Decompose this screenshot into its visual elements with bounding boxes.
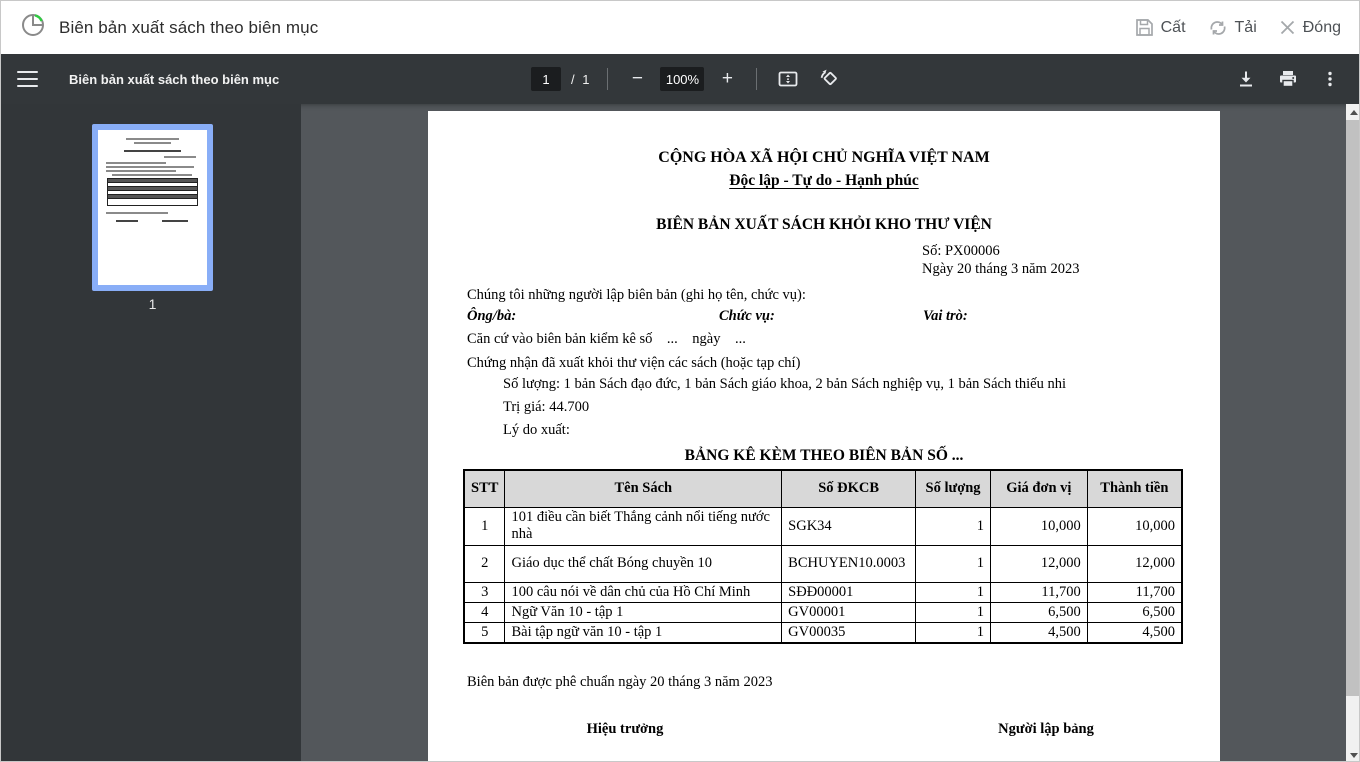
toolbar-divider [756,68,757,90]
window-titlebar [1,1,1359,54]
page-title: Biên bản xuất sách theo biên mục [59,17,319,37]
pdf-page [428,111,1220,762]
menu-icon[interactable] [17,69,38,89]
value-line: Trị giá: 44.700 [503,399,590,415]
print-icon [1278,69,1298,89]
label-role: Vai trò: [923,308,968,324]
scroll-up-button[interactable] [1346,104,1360,120]
label-position: Chức vụ: [719,308,775,324]
table-title: BẢNG KÊ KÈM THEO BIÊN BẢN SỐ ... [684,447,964,464]
table-row: 2 Giáo dục thể chất Bóng chuyền 10 BCHUYEN10.0003 1 12,000 12,000 [464,545,1182,582]
clock-icon [19,11,47,44]
table-row: 5 Bài tập ngữ văn 10 - tập 1 GV00035 1 4,500 4,500 [464,622,1182,643]
intro-line: Chúng tôi những người lập biên bản (ghi họ tên, chức vụ): [467,287,806,303]
pdf-viewer [301,104,1346,762]
col-header-stt: STT [464,470,505,507]
titlebar-actions [1135,18,1341,37]
signature-left: Hiệu trưởng [586,721,664,737]
page-thumbnail[interactable] [92,124,213,291]
zoom-out-button[interactable]: − [631,68,644,89]
pdf-content-area [1,104,1360,762]
page-number-input[interactable] [531,67,561,91]
national-motto-line2: Độc lập - Tự do - Hạnh phúc [729,172,919,189]
col-header-so-dkcb: Số ĐKCB [782,470,916,507]
close-icon [1279,19,1296,36]
table-header-row [464,470,1182,507]
close-button[interactable]: Đóng [1279,19,1341,37]
thumbnail-page-number: 1 [148,296,157,312]
scrollbar-thumb[interactable] [1346,120,1360,696]
quantity-line: Số lượng: 1 bản Sách đạo đức, 1 bản Sách giáo khoa, 2 bản Sách nghiệp vụ, 1 bản Sách thiếu nhi [503,376,1067,392]
vertical-scrollbar[interactable] [1346,104,1360,762]
book-list-table [463,469,1183,644]
reason-line: Lý do xuất: [503,422,570,438]
print-button[interactable] [1273,64,1303,94]
kebab-menu-icon [1321,70,1339,88]
table-row: 1 101 điều cần biết Thắng cảnh nổi tiếng nước nhà SGK34 1 10,000 10,000 [464,507,1182,545]
basis-line: Căn cứ vào biên bản kiểm kê số ... ngày ... [467,331,746,347]
toolbar-divider [607,68,608,90]
reload-icon [1208,19,1228,37]
thumbnail-panel [1,104,301,762]
thumbnail-preview [98,130,207,285]
fit-page-icon [777,68,799,90]
download-button[interactable] [1231,64,1261,94]
label-person: Ông/bà: [467,308,517,324]
pdf-toolbar [1,54,1359,104]
pdf-document-title: Biên bản xuất sách theo biên mục [69,71,280,87]
col-header-thanh-tien: Thành tiền [1087,470,1182,507]
table-row: 3 100 câu nói về dân chủ của Hồ Chí Minh SĐĐ00001 1 11,700 11,700 [464,582,1182,602]
scroll-down-button[interactable] [1346,747,1360,762]
fit-page-button[interactable] [773,64,803,94]
national-motto-line1: CỘNG HÒA XÃ HỘI CHỦ NGHĨA VIỆT NAM [658,149,990,166]
download-icon [1236,69,1256,89]
rotate-button[interactable] [813,64,843,94]
document-title: BIÊN BẢN XUẤT SÁCH KHỎI KHO THƯ VIỆN [656,216,992,233]
zoom-level-display[interactable]: 100% [660,67,704,91]
table-row: 4 Ngữ Văn 10 - tập 1 GV00001 1 6,500 6,500 [464,602,1182,622]
signature-right: Người lập bảng [998,721,1094,737]
document-date: Ngày 20 tháng 3 năm 2023 [922,261,1080,277]
more-options-button[interactable] [1315,64,1345,94]
pdf-toolbar-right [1231,54,1345,104]
pdf-toolbar-center [531,54,843,104]
save-button[interactable]: Cất [1135,18,1186,37]
document-number: Số: PX00006 [922,243,1000,259]
approval-line: Biên bản được phê chuẩn ngày 20 tháng 3 năm 2023 [467,674,773,690]
zoom-in-button[interactable]: + [721,68,734,89]
reload-button[interactable]: Tải [1208,19,1257,37]
col-header-ten-sach: Tên Sách [505,470,782,507]
save-icon [1135,18,1154,37]
col-header-so-luong: Số lượng [916,470,991,507]
col-header-gia-don-vi: Giá đơn vị [990,470,1087,507]
page-total-label: / 1 [571,71,592,87]
rotate-icon [817,68,839,90]
certify-line: Chứng nhận đã xuất khỏi thư viện các sách (hoặc tạp chí) [467,355,801,371]
